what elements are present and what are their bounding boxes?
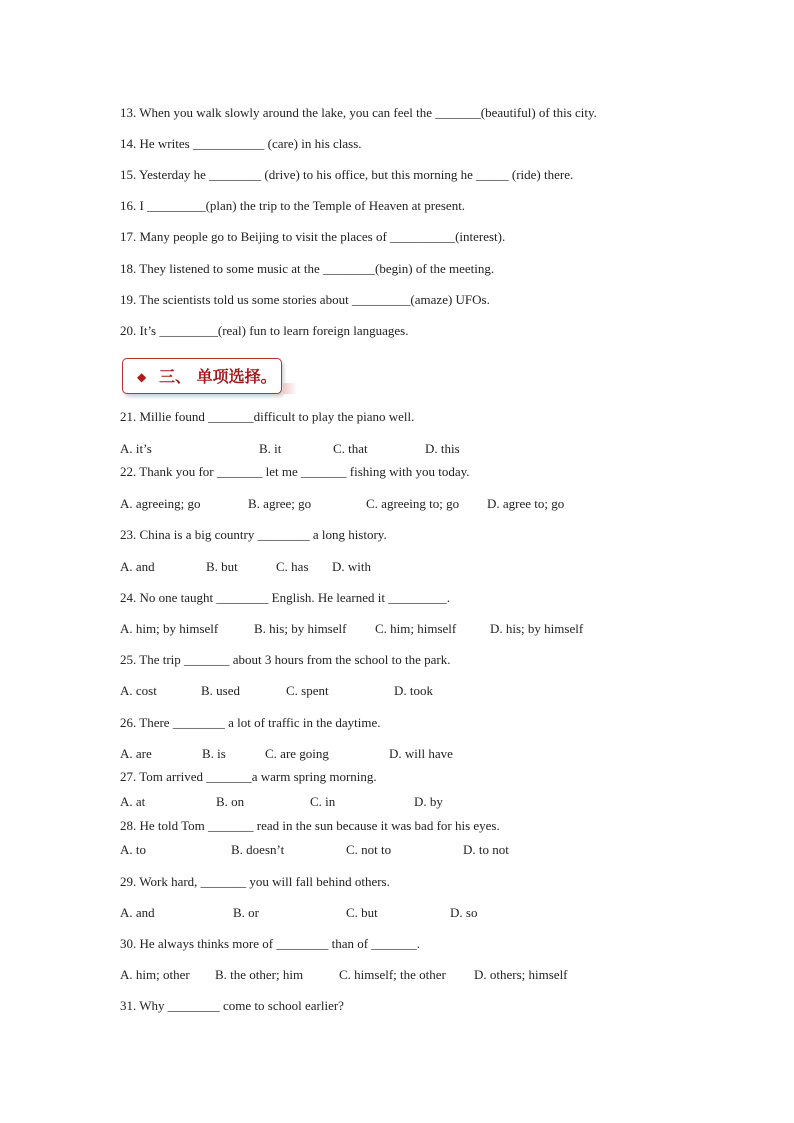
option-22-d: D. agree to; go: [487, 496, 565, 511]
option-26-a: A. are: [120, 746, 152, 761]
option-24-d: D. his; by himself: [490, 621, 584, 636]
option-26-c: C. are going: [265, 746, 329, 761]
option-30-d: D. others; himself: [474, 967, 568, 982]
section-header: [122, 358, 282, 394]
question-27: 27. Tom arrived _______a warm spring morning.: [120, 769, 377, 784]
option-23-c: C. has: [276, 559, 309, 574]
option-25-c: C. spent: [286, 683, 329, 698]
option-22-b: B. agree; go: [248, 496, 312, 511]
option-28-c: C. not to: [346, 842, 392, 857]
option-24-b: B. his; by himself: [254, 621, 347, 636]
question-19: 19. The scientists told us some stories about _________(amaze) UFOs.: [120, 292, 490, 307]
diamond-icon: ◆: [137, 370, 147, 384]
option-24-c: C. him; himself: [375, 621, 457, 636]
option-30-c: C. himself; the other: [339, 967, 446, 982]
question-28: 28. He told Tom _______ read in the sun because it was bad for his eyes.: [120, 818, 500, 833]
question-18: 18. They listened to some music at the ________(begin) of the meeting.: [120, 261, 495, 276]
question-22: 22. Thank you for _______ let me _______ fishing with you today.: [120, 464, 470, 479]
option-25-a: A. cost: [120, 683, 157, 698]
option-23-a: A. and: [120, 559, 155, 574]
option-22-c: C. agreeing to; go: [366, 496, 460, 511]
question-26: 26. There ________ a lot of traffic in the daytime.: [120, 715, 381, 730]
question-13: 13. When you walk slowly around the lake, you can feel the _______(beautiful) of this city.: [120, 105, 597, 120]
question-30: 30. He always thinks more of ________ than of _______.: [120, 936, 421, 951]
option-29-c: C. but: [346, 905, 378, 920]
question-15: 15. Yesterday he ________ (drive) to his office, but this morning he _____ (ride) there.: [120, 167, 574, 182]
question-14: 14. He writes ___________ (care) in his class.: [120, 136, 362, 151]
section-title: 三、 单项选择。: [159, 367, 277, 386]
option-22-a: A. agreeing; go: [120, 496, 201, 511]
question-29: 29. Work hard, _______ you will fall behind others.: [120, 874, 390, 889]
question-16: 16. I _________(plan) the trip to the Temple of Heaven at present.: [120, 198, 466, 213]
option-27-b: B. on: [216, 794, 245, 809]
question-23: 23. China is a big country ________ a long history.: [120, 527, 387, 542]
option-21-d: D. this: [425, 441, 460, 456]
option-21-b: B. it: [259, 441, 282, 456]
option-30-b: B. the other; him: [215, 967, 304, 982]
option-27-d: D. by: [414, 794, 443, 809]
option-26-b: B. is: [202, 746, 226, 761]
option-25-d: D. took: [394, 683, 433, 698]
option-28-b: B. doesn’t: [231, 842, 285, 857]
option-21-a: A. it’s: [120, 441, 152, 456]
option-23-d: D. with: [332, 559, 371, 574]
option-21-c: C. that: [333, 441, 368, 456]
header-decoration: [283, 383, 297, 394]
option-29-d: D. so: [450, 905, 478, 920]
question-25: 25. The trip _______ about 3 hours from the school to the park.: [120, 652, 451, 667]
question-21: 21. Millie found _______difficult to play the piano well.: [120, 409, 415, 424]
option-26-d: D. will have: [389, 746, 453, 761]
option-28-a: A. to: [120, 842, 146, 857]
option-23-b: B. but: [206, 559, 238, 574]
option-28-d: D. to not: [463, 842, 509, 857]
option-27-a: A. at: [120, 794, 146, 809]
option-27-c: C. in: [310, 794, 336, 809]
option-30-a: A. him; other: [120, 967, 190, 982]
question-31: 31. Why ________ come to school earlier?: [120, 998, 344, 1013]
option-29-a: A. and: [120, 905, 155, 920]
option-25-b: B. used: [201, 683, 240, 698]
question-24: 24. No one taught ________ English. He learned it _________.: [120, 590, 451, 605]
question-20: 20. It’s _________(real) fun to learn foreign languages.: [120, 323, 409, 338]
option-24-a: A. him; by himself: [120, 621, 219, 636]
option-29-b: B. or: [233, 905, 259, 920]
question-17: 17. Many people go to Beijing to visit the places of __________(interest).: [120, 229, 506, 244]
